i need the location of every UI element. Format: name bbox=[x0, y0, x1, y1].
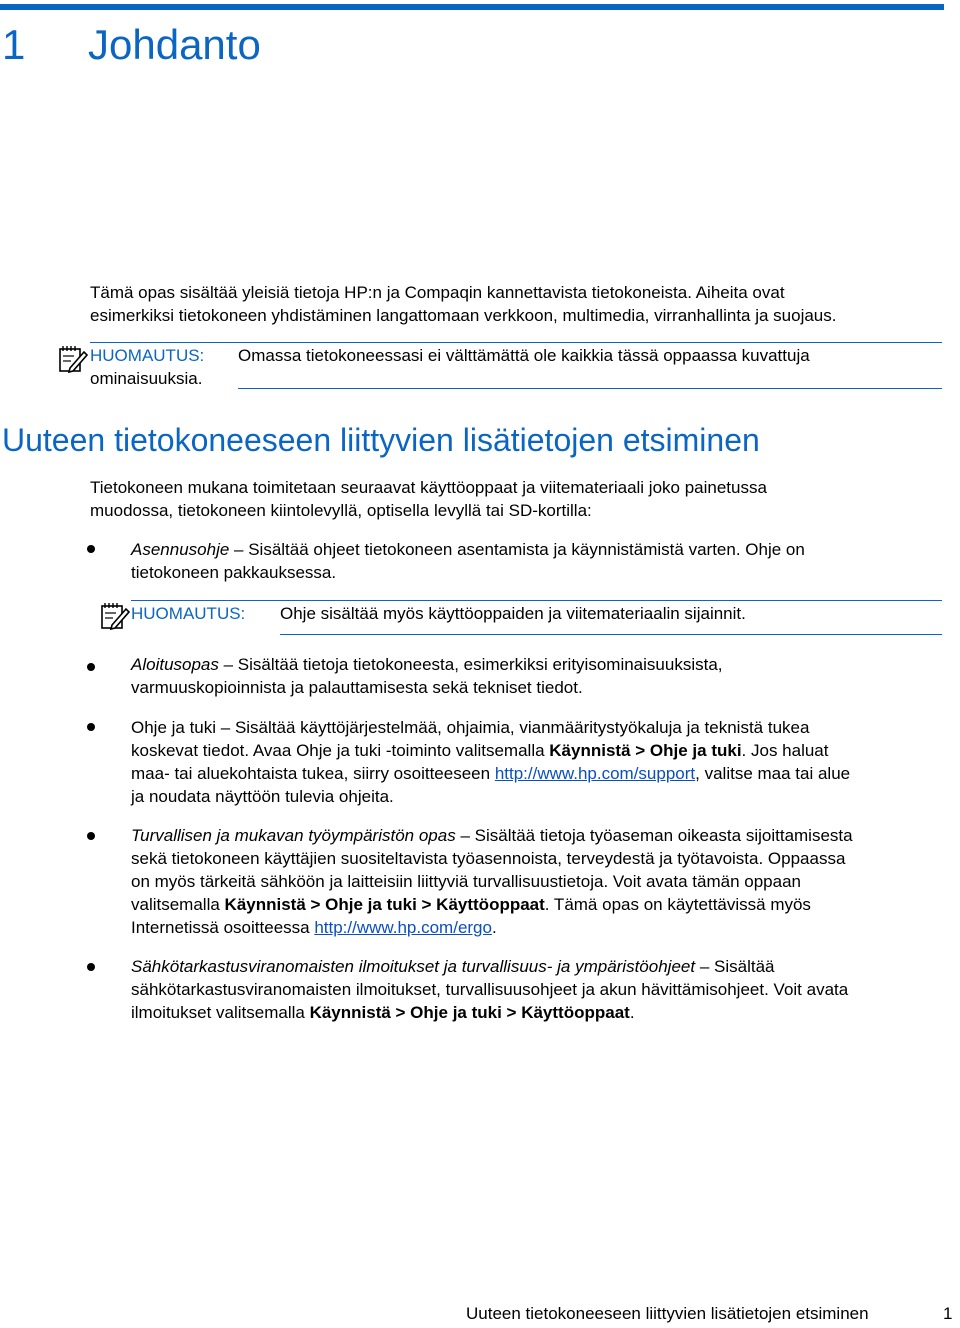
bullet bbox=[87, 963, 95, 971]
item-desc: – Sisältää bbox=[695, 957, 775, 976]
note-label: HUOMAUTUS: bbox=[90, 346, 205, 365]
note-pencil-icon bbox=[58, 344, 88, 374]
list-item-turvallisuus-opas bbox=[131, 824, 853, 847]
list-item-line: varmuuskopioinnista ja palauttamisesta sekä tekniset tiedot. bbox=[131, 678, 583, 697]
ergo-link[interactable]: http://www.hp.com/ergo bbox=[314, 918, 492, 937]
note-text-line-2: ominaisuuksia. bbox=[90, 369, 203, 388]
item-desc: – Sisältää tietoja tietokoneesta, esimerkiksi erityisominaisuuksista, bbox=[218, 655, 723, 674]
list-item-line bbox=[131, 1001, 635, 1024]
item-name: Turvallisen ja mukavan työympäristön opas bbox=[131, 826, 456, 845]
note-top-rule bbox=[131, 600, 942, 601]
item-name: Aloitusopas bbox=[131, 655, 219, 674]
support-link[interactable]: http://www.hp.com/support bbox=[494, 764, 696, 783]
footer-title: Uuteen tietokoneeseen liittyvien lisätietojen etsiminen bbox=[466, 1304, 869, 1323]
text-span: valitsemalla bbox=[131, 895, 225, 914]
intro-line-1: Tämä opas sisältää yleisiä tietoja HP:n ja Compaqin kannettavista tietokoneista. Aiheita ovat bbox=[90, 283, 785, 302]
text-span: ilmoitukset valitsemalla bbox=[131, 1003, 310, 1022]
list-item-aloitusopas bbox=[131, 653, 723, 676]
bullet bbox=[87, 663, 95, 671]
bullet bbox=[87, 545, 95, 553]
list-item-ohje-ja-tuki: Ohje ja tuki – Sisältää käyttöjärjestelmää, ohjaimia, vianmääritystyökaluja ja teknistä tukea bbox=[131, 718, 810, 737]
menu-path: Käynnistä > Ohje ja tuki bbox=[549, 741, 742, 760]
chapter-heading bbox=[2, 16, 261, 74]
list-item-line: sähkötarkastusviranomaisten ilmoitukset, turvallisuusohjeet ja akun hävittämisohjeet. Voit avata bbox=[131, 980, 849, 999]
item-desc: – Sisältää ohjeet tietokoneen asentamista ja käynnistämistä varten. Ohje on bbox=[229, 540, 805, 559]
chapter-title: Johdanto bbox=[88, 21, 261, 68]
section-intro-line-1: Tietokoneen mukana toimitetaan seuraavat käyttöoppaat ja viitemateriaali joko painetussa bbox=[90, 478, 767, 497]
section-title: Uuteen tietokoneeseen liittyvien lisätietojen etsiminen bbox=[2, 422, 760, 458]
note-label: HUOMAUTUS: bbox=[131, 604, 246, 623]
bullet bbox=[87, 723, 95, 731]
text-span: . bbox=[491, 918, 497, 937]
note-text-line-1: Omassa tietokoneessasi ei välttämättä ole kaikkia tässä oppaassa kuvattuja bbox=[238, 346, 810, 365]
list-item-line: ja noudata näyttöön tulevia ohjeita. bbox=[131, 787, 394, 806]
list-item-asennusohje bbox=[131, 538, 805, 561]
list-item-line bbox=[131, 762, 850, 785]
list-item-line bbox=[131, 739, 829, 762]
menu-path: Käynnistä > Ohje ja tuki > Käyttöoppaat bbox=[309, 1003, 630, 1022]
note-bottom-rule bbox=[280, 634, 942, 635]
page-number: 1 bbox=[943, 1304, 953, 1323]
text-span: . Tämä opas on käytettävissä myös bbox=[544, 895, 811, 914]
note-top-rule bbox=[90, 342, 942, 343]
list-item-line bbox=[131, 893, 811, 916]
list-item-viranomaisilmoitukset bbox=[131, 955, 774, 978]
list-item-line: tietokoneen pakkauksessa. bbox=[131, 563, 337, 582]
text-span: . bbox=[629, 1003, 635, 1022]
intro-line-2: esimerkiksi tietokoneen yhdistäminen langattomaan verkkoon, multimedia, virranhallinta ja suojaus. bbox=[90, 306, 837, 325]
bullet bbox=[87, 832, 95, 840]
note-text: Ohje sisältää myös käyttöoppaiden ja viitemateriaalin sijainnit. bbox=[280, 604, 746, 623]
note-bottom-rule bbox=[238, 388, 942, 389]
section-intro-line-2: muodossa, tietokoneen kiintolevyllä, optisella levyllä tai SD-kortilla: bbox=[90, 501, 592, 520]
text-span: , valitse maa tai alue bbox=[695, 764, 851, 783]
text-span: maa- tai aluekohtaista tukea, siirry osoitteeseen bbox=[131, 764, 495, 783]
text-span: koskevat tiedot. Avaa Ohje ja tuki -toiminto valitsemalla bbox=[131, 741, 550, 760]
text-span: Internetissä osoitteessa bbox=[131, 918, 315, 937]
chapter-number: 1 bbox=[2, 21, 26, 68]
item-name: Asennusohje bbox=[131, 540, 230, 559]
list-item-line: sekä tietokoneen käyttäjien suositeltavista työasennoista, terveydestä ja työtavoista. Oppaassa bbox=[131, 849, 846, 868]
item-name: Sähkötarkastusviranomaisten ilmoitukset ja turvallisuus- ja ympäristöohjeet bbox=[131, 957, 696, 976]
item-desc: – Sisältää tietoja työaseman oikeasta sijoittamisesta bbox=[455, 826, 853, 845]
top-accent-bar bbox=[0, 4, 944, 10]
text-span: . Jos haluat bbox=[741, 741, 829, 760]
list-item-line: on myös tärkeitä sähköön ja laitteisiin liittyviä turvallisuustietoja. Voit avata tämän oppaan bbox=[131, 872, 801, 891]
note-pencil-icon bbox=[100, 601, 130, 631]
menu-path: Käynnistä > Ohje ja tuki > Käyttöoppaat bbox=[224, 895, 545, 914]
list-item-line bbox=[131, 916, 497, 939]
